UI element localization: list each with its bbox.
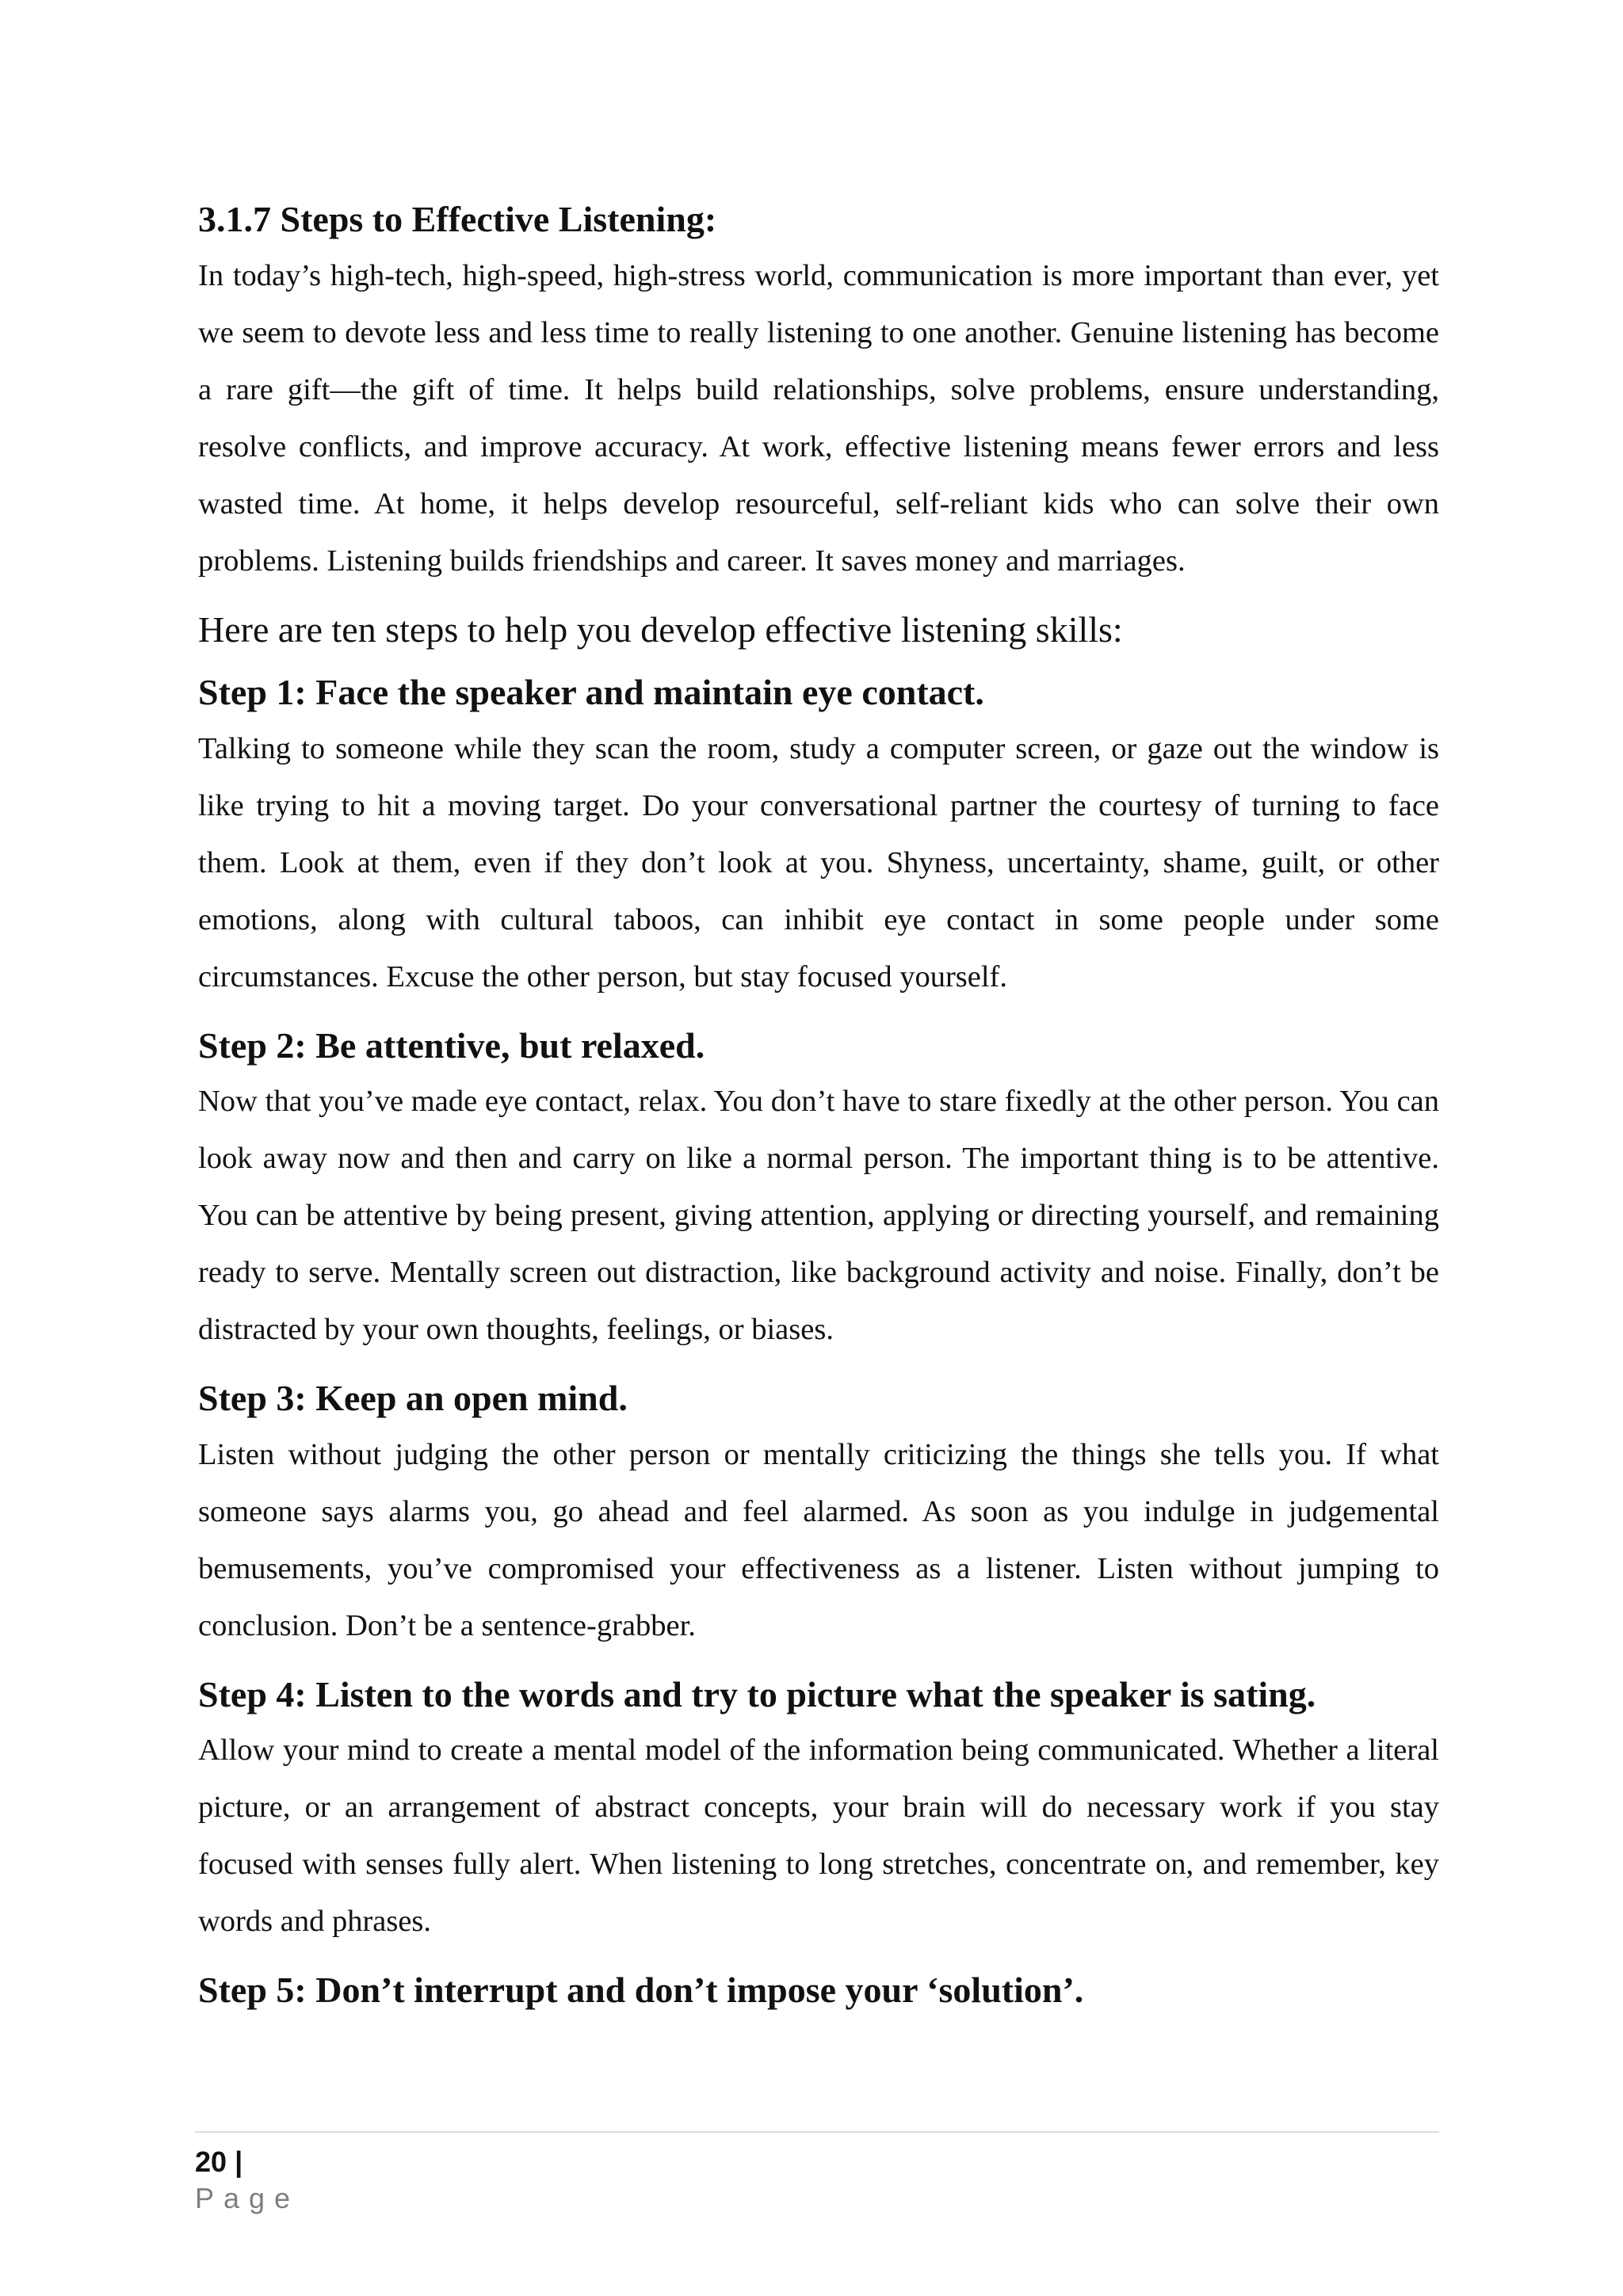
step-2-heading: Step 2: Be attentive, but relaxed. bbox=[198, 1024, 705, 1066]
steps-intro: Here are ten steps to help you develop effective listening skills: bbox=[198, 608, 1123, 650]
page-footer bbox=[195, 2131, 1439, 2217]
page-word: Page bbox=[195, 2182, 300, 2214]
step-1-heading: Step 1: Face the speaker and maintain eye contact. bbox=[198, 672, 984, 712]
step-5-heading: Step 5: Don’t interrupt and don’t impose your ‘solution’. bbox=[198, 1970, 1084, 2010]
section-paragraph: In today’s high-tech, high-speed, high-stress world, communication is more important than ever, yet we seem to devote less and less time to really listening to one another. Genuine listening has become a rare gift—the gift of time. It helps build relationships, solve problems, ensure understanding, resolve conflicts, and improve accuracy. At work, effective listening means fewer errors and less wasted time. At home, it helps develop resourceful, self-reliant kids who can solve their own problems. Listening builds friendships and career. It saves money and marriages. bbox=[198, 258, 1439, 578]
step-4-heading: Step 4: Listen to the words and try to picture what the speaker is sating. bbox=[198, 1673, 1316, 1714]
step-3-body: Listen without judging the other person or mentally criticizing the things she tells you. If what someone says alarms you, go ahead and feel alarmed. As soon as you indulge in judgemental bemusements, you’ve compromised your effectiveness as a listener. Listen without jumping to conclusion. Don’t be a sentence-grabber. bbox=[198, 1437, 1439, 1642]
page-number: 20 bbox=[195, 2145, 227, 2178]
page-label bbox=[195, 2144, 353, 2217]
step-3-heading: Step 3: Keep an open mind. bbox=[198, 1378, 628, 1418]
document-page bbox=[198, 196, 1439, 2018]
section-title: 3.1.7 Steps to Effective Listening: bbox=[198, 199, 717, 239]
page-separator: | bbox=[235, 2145, 243, 2178]
step-2-body: Now that you’ve made eye contact, relax. You don’t have to stare fixedly at the other person. You can look away now and then and carry on like a normal person. The important thing is to be attentive. You can be attentive by being present, giving attention, applying or directing yourself, and remaining ready to serve. Mentally screen out distraction, like background activity and noise. Finally, don’t be distracted by your own thoughts, feelings, or biases. bbox=[198, 1085, 1439, 1346]
step-4-body: Allow your mind to create a mental model of the information being communicated. Whether a literal picture, or an arrangement of abstract concepts, your brain will do necessary work if you stay focused with senses fully alert. When listening to long stretches, concentrate on, and remember, key words and phrases. bbox=[198, 1733, 1439, 1938]
step-1-body: Talking to someone while they scan the room, study a computer screen, or gaze out the window is like trying to hit a moving target. Do your conversational partner the courtesy of turning to face them. Look at them, even if they don’t look at you. Shyness, uncertainty, shame, guilt, or other emotions, along with cultural taboos, can inhibit eye contact in some people under some circumstances. Excuse the other person, but stay focused yourself. bbox=[198, 731, 1439, 994]
